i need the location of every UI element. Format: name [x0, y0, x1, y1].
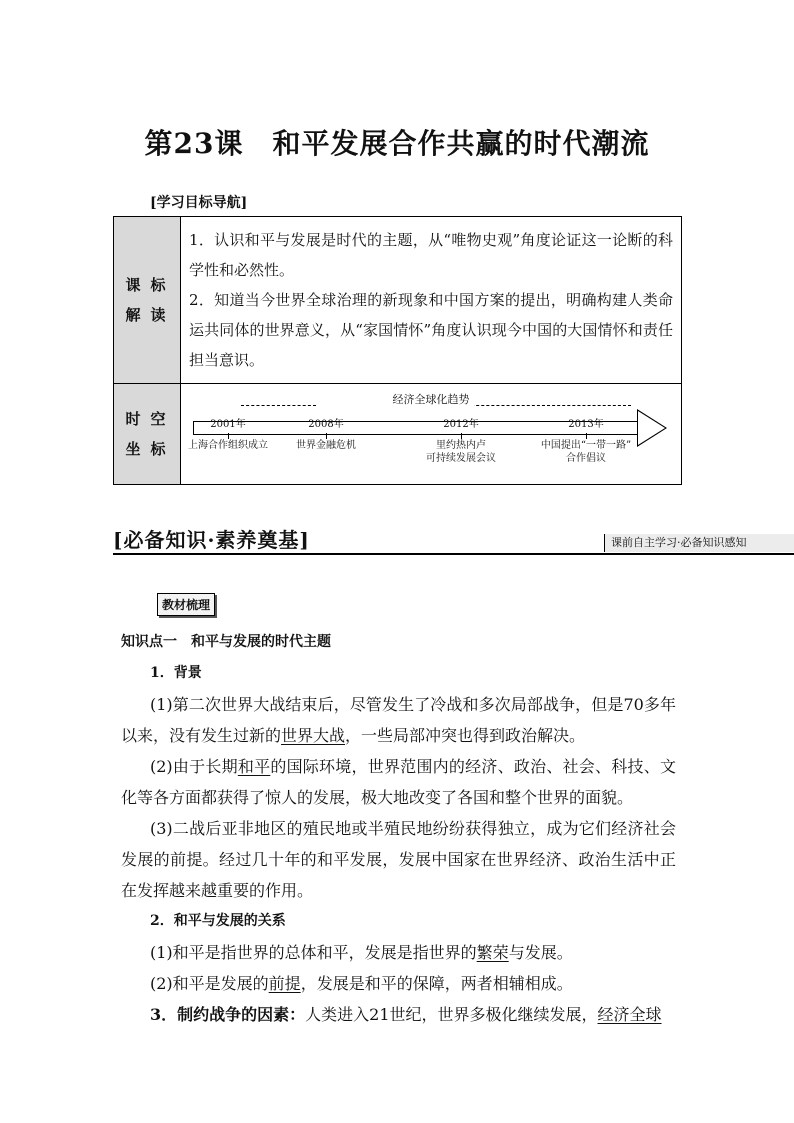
learning-goal-table [113, 216, 682, 485]
paragraph-5 [121, 968, 676, 999]
row-label-timeline-text: 时空 坐标 [125, 410, 176, 458]
lesson-title: 第23课 和平发展合作共赢的时代潮流 [144, 127, 650, 160]
paragraph-4-underline: 繁荣 [476, 943, 509, 962]
heading-relation: 2．和平与发展的关系 [150, 913, 286, 929]
paragraph-1-underline: 世界大战 [281, 726, 346, 745]
paragraph-4-text-b: 与发展。 [508, 943, 573, 962]
timeline-event-2001: 上海合作组织成立 [188, 440, 268, 451]
heading-background: 1．背景 [150, 665, 202, 681]
paragraph-6-underline: 经济全球 [597, 1005, 662, 1024]
heading-war-factors: 3．制约战争的因素： [150, 1005, 306, 1024]
paragraph-3: (3)二战后亚非地区的殖民地或半殖民地纷纷获得独立，成为它们经济社会发展的前提。经过几十年的和平发展，发展中国家在世界经济、政治生活中正在发挥越来越重要的作用。 [121, 819, 676, 900]
standard-content [181, 217, 682, 384]
paragraph-5-text-b: ，发展是和平的保障，两者相辅相成。 [300, 974, 573, 993]
timeline-cell [181, 384, 682, 485]
standard-item-1: 1．认识和平与发展是时代的主题，从“唯物史观”角度论证这一论断的科学性和必然性。 [189, 231, 673, 279]
paragraph-6-text-a: 人类进入21世纪，世界多极化继续发展， [305, 1005, 598, 1024]
goal-nav-label: [学习目标导航] [150, 195, 248, 211]
content-body [121, 627, 676, 1030]
standard-item-2: 2．知道当今世界全球治理的新现象和中国方案的提出，明确构建人类命运共同体的世界意义，从“家国情怀”角度认识现今中国的大国情怀和责任担当意识。 [189, 291, 673, 369]
row-label-timeline [114, 384, 181, 485]
paragraph-2 [121, 751, 676, 813]
paragraph-4 [121, 937, 676, 968]
section-rule [113, 553, 794, 555]
section-tag: 课前自主学习·必备知识感知 [604, 534, 794, 552]
timeline-event-2012: 里约热内卢 可持续发展会议 [426, 440, 496, 464]
paragraph-1-text-a: (1)第二次世界大战结束后，尽管发生了冷战和多次局部战争，但是70多年以来，没有发生过新的 [121, 695, 676, 745]
paragraph-6 [121, 999, 676, 1030]
material-badge: 教材梳理 [157, 593, 215, 616]
timeline [181, 385, 681, 483]
row-label-standard [114, 217, 181, 384]
paragraph-5-underline: 前提 [268, 974, 301, 993]
timeline-year-2008: 2008年 [308, 419, 344, 430]
paragraph-1-text-b: ，一些局部冲突也得到政治解决。 [345, 726, 586, 745]
paragraph-2-text-b: 的国际环境，世界范围内的经济、政治、社会、科技、文化等各方面都获得了惊人的发展，极大地改变了各国和整个世界的面貌。 [121, 757, 676, 807]
timeline-header-text: 经济全球化趋势 [389, 393, 474, 406]
timeline-year-2001: 2001年 [210, 419, 246, 430]
section-title: [必备知识·素养奠基] [113, 528, 310, 552]
timeline-year-2012: 2012年 [443, 419, 479, 430]
paragraph-5-text-a: (2)和平是发展的 [150, 974, 269, 993]
paragraph-2-underline: 和平 [237, 757, 271, 776]
paragraph-2-text-a: (2)由于长期 [150, 757, 238, 776]
timeline-event-2013: 中国提出“一带一路” 合作倡议 [540, 440, 632, 464]
knowledge-point-title: 知识点一 和平与发展的时代主题 [121, 634, 331, 650]
paragraph-1 [121, 689, 676, 751]
timeline-header [181, 391, 681, 407]
timeline-event-2008: 世界金融危机 [296, 440, 356, 451]
timeline-year-2013: 2013年 [568, 419, 604, 430]
row-label-standard-text: 课标 解读 [125, 276, 176, 324]
paragraph-4-text-a: (1)和平是指世界的总体和平，发展是指世界的 [150, 943, 477, 962]
